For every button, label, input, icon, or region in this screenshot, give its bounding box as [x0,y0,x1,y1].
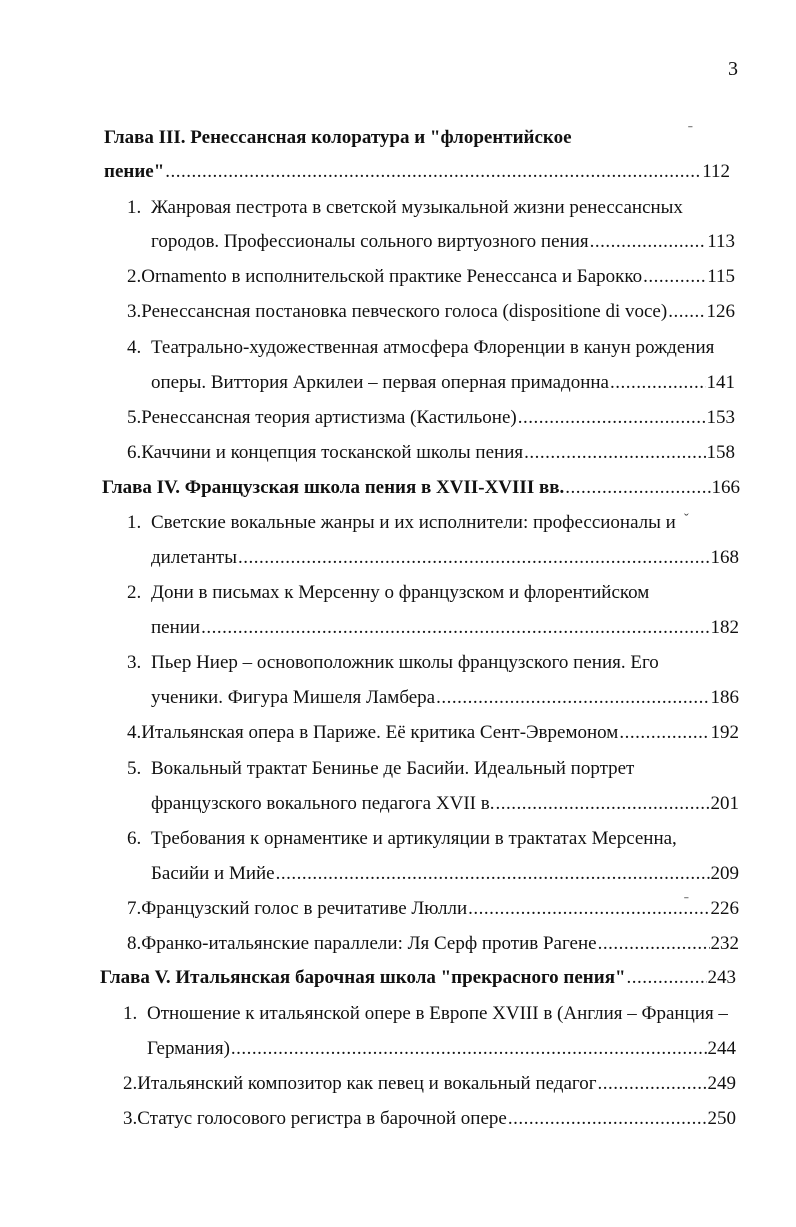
item-text: Французский голос в речитативе Люлли [141,898,468,919]
scan-speck: ˉ [684,895,689,910]
item-number: 2. [127,582,142,603]
toc-item-cont [151,546,739,572]
item-number: 2. [123,1073,138,1094]
item-text: Отношение к итальянской опере в Европе XVIII в (Англия – Франция – [147,1003,728,1024]
item-text: Жанровая пестрота в светской музыкальной жизни ренессансных [151,197,683,218]
item-number: 3. [123,1108,138,1129]
item-number: 4. [127,337,142,358]
scan-speck: ˇ [684,512,689,527]
page-ref: 166 [711,477,740,498]
item-number: 2. [127,266,142,287]
toc-item [127,651,659,677]
leader-dots [201,616,709,640]
toc-item [127,441,735,467]
item-text: оперы. Виттория Аркилеи – первая оперная примадонна [151,372,609,393]
leader-dots [495,792,709,816]
item-text: Итальянский композитор как певец и вокальный педагог [137,1073,597,1094]
item-text: Итальянская опера в Париже. Её критика Сент-Эвремоном [141,722,619,743]
page-ref: 141 [706,372,735,393]
page-ref: 115 [707,266,735,287]
toc-item [123,1107,736,1133]
item-text: Дони в письмах к Мерсенну о французском и флорентийском [151,582,650,603]
page-number: 3 [728,58,738,80]
chapter-5-title [100,966,736,992]
page-ref: 226 [710,898,739,919]
leader-dots [598,1072,707,1096]
item-number: 1. [127,512,142,533]
item-text: городов. Профессионалы сольного виртуозного пения [151,231,589,252]
page-ref: 158 [706,442,735,463]
item-number: 5. [127,758,142,779]
chapter-title-line: Глава V. Итальянская барочная школа "прекрасного пения" [100,967,626,988]
page-ref: 153 [706,407,735,428]
page-ref: 168 [710,547,739,568]
leader-dots [619,721,709,745]
item-number: 1. [123,1003,138,1024]
toc-item [127,196,683,222]
chapter-3-title-end [104,160,730,186]
item-text: Требования к орнаментике и артикуляции в трактатах Мерсенна, [151,828,677,849]
toc-item [127,581,649,607]
page-ref: 209 [710,863,739,884]
page-ref: 182 [710,617,739,638]
item-text: Франко-итальянские параллели: Ля Серф против Рагене [141,933,597,954]
toc-item [127,511,676,537]
page-ref: 113 [707,231,735,252]
toc-item-cont [151,862,739,888]
leader-dots [668,300,705,324]
item-text: Вокальный трактат Бениньe де Басийи. Идеальный портрет [151,758,635,779]
toc-item [127,757,634,783]
leader-dots [468,897,709,921]
chapter-title-line: пение" [104,161,165,182]
item-number: 8. [127,933,142,954]
page-ref: 249 [707,1073,736,1094]
item-text: Каччини и концепция тосканской школы пения [141,442,524,463]
leader-dots [590,230,707,254]
toc-item-cont [147,1037,736,1063]
toc-item [127,406,735,432]
page-ref: 126 [706,301,735,322]
item-text: Статус голосового регистра в барочной опере [137,1108,507,1129]
leader-dots [231,1037,707,1061]
toc-item [123,1002,728,1028]
chapter-3-title [104,126,572,152]
item-text: Ornamento в исполнительской практике Ренессанса и Барокко [141,266,643,287]
toc-item-cont [151,792,739,818]
scan-speck: ˉ [688,124,693,139]
item-text: Германия) [147,1038,230,1059]
item-text: Басийи и Мийе [151,863,275,884]
item-number: 5. [127,407,142,428]
item-text: Пьер Ниер – основоположник школы французского пения. Его [151,652,659,673]
item-text: Ренессансная теория артистизма (Кастильоне) [141,407,517,428]
leader-dots [524,441,705,465]
toc-item [127,897,739,923]
leader-dots [276,862,710,886]
leader-dots [610,371,706,395]
toc-item [127,265,735,291]
page-ref: 112 [702,161,730,182]
chapter-title-line: Глава IV. Французская школа пения в XVII-XVIII вв. [102,477,565,498]
page-ref: 250 [707,1108,736,1129]
toc-item-cont [151,686,739,712]
toc-item [127,827,677,853]
toc-item-cont [151,371,735,397]
toc-item [123,1072,736,1098]
leader-dots [627,966,707,990]
item-number: 6. [127,442,142,463]
toc-item-cont [151,616,739,642]
item-text: пении [151,617,201,638]
leader-dots [436,686,709,710]
leader-dots [165,160,701,184]
item-number: 6. [127,828,142,849]
page-ref: 192 [710,722,739,743]
item-text: Светские вокальные жанры и их исполнители: профессионалы и [151,512,676,533]
leader-dots [565,476,710,500]
page-ref: 232 [710,933,739,954]
item-number: 4. [127,722,142,743]
page-ref: 186 [710,687,739,708]
item-text: Театрально-художественная атмосфера Флоренции в канун рождения [151,337,715,358]
leader-dots [238,546,710,570]
page-ref: 244 [707,1038,736,1059]
toc-item [127,721,739,747]
leader-dots [598,932,710,956]
chapter-4-title [102,476,740,502]
item-text: Ренессансная постановка певческого голоса (dispositione di voce) [141,301,668,322]
toc-item [127,336,714,362]
item-number: 1. [127,197,142,218]
page-ref: 243 [707,967,736,988]
leader-dots [508,1107,707,1131]
toc-item [127,932,739,958]
item-number: 3. [127,301,142,322]
item-text: дилетанты [151,547,237,568]
chapter-title-line: Глава III. Ренессансная колоратура и "флорентийское [104,127,572,148]
item-number: 3. [127,652,142,673]
leader-dots [643,265,706,289]
item-text: французского вокального педагога XVII в. [151,793,495,814]
toc-item-cont [151,230,735,256]
page-ref: 201 [710,793,739,814]
leader-dots [518,406,706,430]
toc-item [127,300,735,326]
item-text: ученики. Фигура Мишеля Ламбера [151,687,436,708]
item-number: 7. [127,898,142,919]
